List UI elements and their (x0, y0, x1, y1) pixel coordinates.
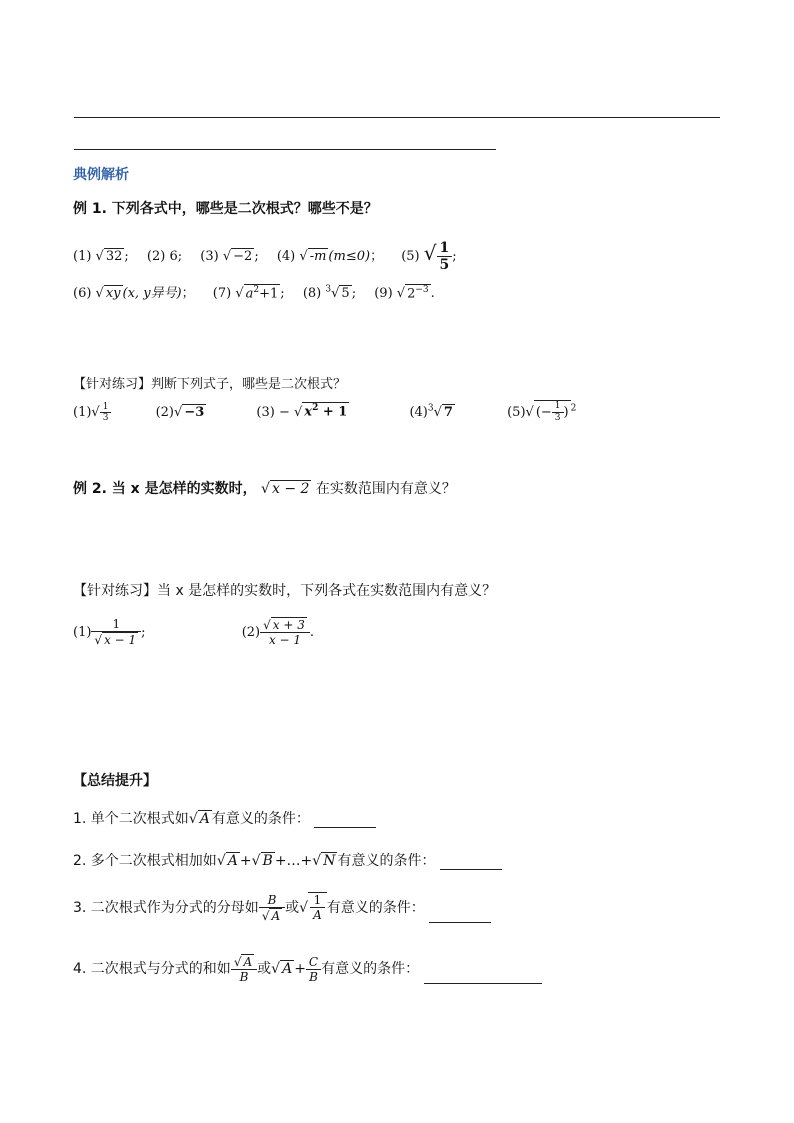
example1-row2: (6) √ xy (x, y异号)； (7) √ $a^2+1$ ; (8) $^3$√ 5 ; (9) √ $2^{-3}$ . (73, 284, 435, 301)
summary-item-3: 3. 二次根式作为分式的分母如 $\frac{B}{√ A}$ 或√ $\frac{1}{A}$ 有意义的条件： (73, 892, 491, 923)
answer-blank-2[interactable] (440, 855, 502, 870)
practice2-title: 【针对练习】当 x 是怎样的实数时，下列各式在实数范围内有意义？ (73, 583, 497, 599)
summary-title: 【总结提升】 (73, 773, 157, 789)
example1-title: 例 1. 下列各式中，哪些是二次根式？哪些不是？ (73, 201, 378, 217)
top-rule-1 (74, 117, 720, 118)
answer-blank-3[interactable] (429, 908, 491, 923)
example2-line: 例 2. 当 x 是怎样的实数时， √ x − 2 在实数范围内有意义？ (73, 481, 456, 497)
practice1-title: 【针对练习】判断下列式子，哪些是二次根式？ (73, 377, 347, 392)
practice1-row: (1)√ $\frac{1}{3}$ (2)√ −3 (3) − √ $x^2 + 1$ $(4)^3√$ 7 (5)√ (− $\frac{1}{3}$ ) $^2$ (73, 401, 577, 423)
summary-item-2: 2. 多个二次根式相加如√ A +√ B +…+√ N 有意义的条件： (73, 850, 502, 870)
section-heading: 典例解析 (73, 167, 129, 183)
answer-blank-4[interactable] (424, 969, 542, 984)
practice2-row: (1) $\frac{1}{√ x - 1}$ ; (2) $\frac{√ x + 3}{x - 1}$ . (73, 617, 315, 648)
example1-row1: (1) √ 32 ; (2) 6; (3) √ −2 ; (4) √ -m (m≤0)； (5) √ $\frac{1}{5}$ ; (73, 240, 457, 273)
summary-item-1: 1. 单个二次根式如√ A 有意义的条件： (73, 808, 376, 828)
answer-blank-1[interactable] (314, 813, 376, 828)
summary-item-4: 4. 二次根式与分式的和如 $\frac{√ A}{B}$ 或√ A + $\frac{C}{B}$ 有意义的条件： (73, 954, 542, 984)
top-rule-2 (74, 149, 496, 150)
